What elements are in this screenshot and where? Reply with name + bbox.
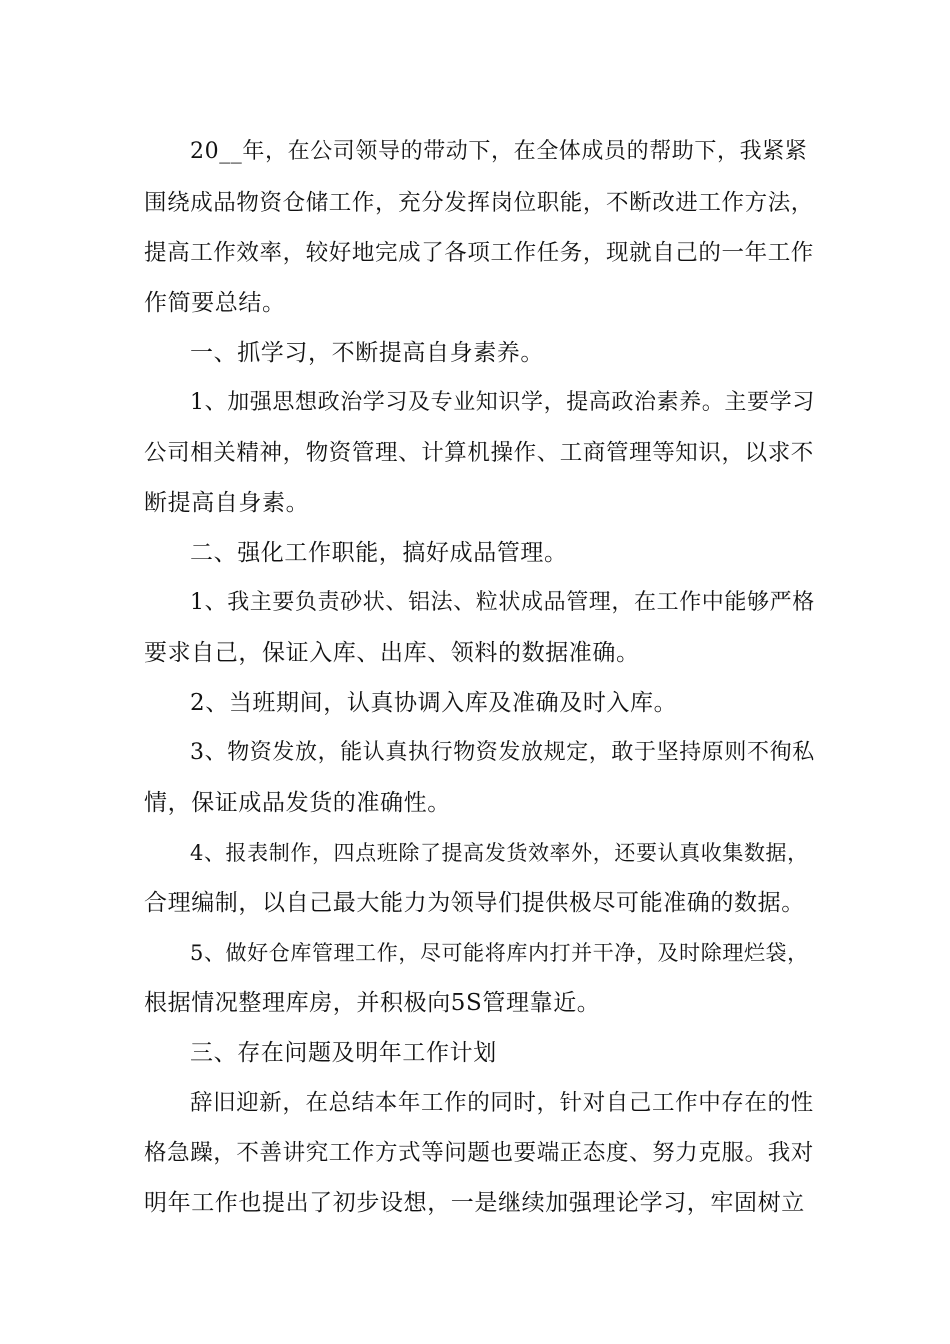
- text-line: 20__年，在公司领导的带动下，在全体成员的帮助下，我紧紧: [190, 139, 808, 164]
- text-line: 格急躁，不善讲究工作方式等问题也要端正态度、努力克服。我对: [144, 1140, 814, 1166]
- section-heading: 三、存在问题及明年工作计划: [190, 1040, 497, 1066]
- text-line: 4、报表制作，四点班除了提高发货效率外，还要认真收集数据，: [190, 841, 809, 865]
- text-line: 1、加强思想政治学习及专业知识学，提高政治素养。主要学习: [190, 390, 815, 415]
- text-line: 断提高自身素。: [144, 490, 310, 516]
- text-line: 根据情况整理库房，并积极向5S管理靠近。: [144, 990, 601, 1016]
- text-line: 要求自己，保证入库、出库、领料的数据准确。: [144, 640, 640, 666]
- text-line: 辞旧迎新，在总结本年工作的同时，针对自己工作中存在的性: [190, 1090, 814, 1116]
- text-line: 情，保证成品发货的准确性。: [144, 790, 451, 816]
- text-line: 2、当班期间，认真协调入库及准确及时入库。: [190, 690, 678, 716]
- text-line: 明年工作也提出了初步设想，一是继续加强理论学习，牢固树立: [144, 1190, 805, 1216]
- text-line: 提高工作效率，较好地完成了各项工作任务，现就自己的一年工作: [144, 240, 814, 266]
- text-line: 3、物资发放，能认真执行物资发放规定，敢于坚持原则不徇私: [190, 740, 815, 765]
- text-line: 合理编制，以自己最大能力为领导们提供极尽可能准确的数据。: [144, 890, 805, 916]
- section-heading: 一、抓学习，不断提高自身素养。: [190, 340, 544, 366]
- text-line: 围绕成品物资仓储工作，充分发挥岗位职能，不断改进工作方法，: [144, 190, 814, 216]
- text-line: 1、我主要负责砂状、铝法、粒状成品管理，在工作中能够严格: [190, 590, 815, 615]
- text-line: 公司相关精神，物资管理、计算机操作、工商管理等知识，以求不: [144, 440, 814, 466]
- text-line: 作简要总结。: [144, 290, 286, 316]
- text-line: 5、做好仓库管理工作，尽可能将库内打并干净，及时除理烂袋，: [190, 941, 809, 965]
- section-heading: 二、强化工作职能，搞好成品管理。: [190, 540, 568, 566]
